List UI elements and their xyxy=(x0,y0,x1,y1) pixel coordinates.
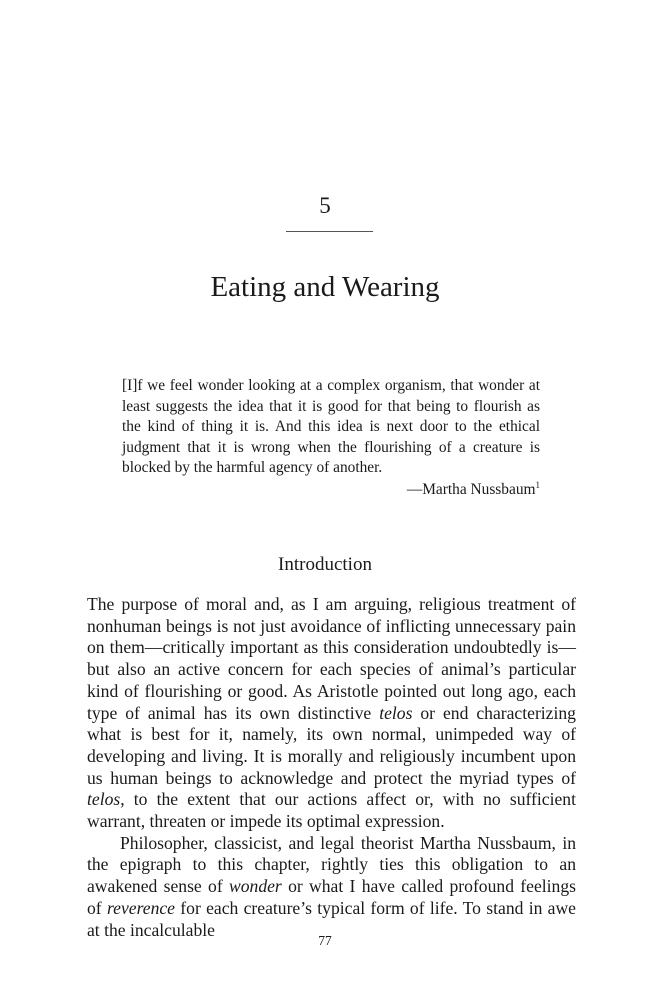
paragraph-1-part-b: or end characterizing what is best for it, namely, its own normal, unimpeded way of developing and living. It is morally and religiously incumbent upon us human beings to acknowledge and protect the myriad types of xyxy=(87,702,576,788)
chapter-rule xyxy=(286,231,373,232)
paragraph-1-part-c: , to the extent that our actions affect or, with no sufficient warrant, threaten or impede its optimal expression. xyxy=(87,789,576,832)
chapter-title: Eating and Wearing xyxy=(210,271,440,303)
paragraph-2-emphasis-wonder: wonder xyxy=(229,876,282,897)
paragraph-2-part-c: for each creature’s typical form of life. To stand in awe at the incalculable xyxy=(87,897,576,940)
page-number: 77 xyxy=(318,933,332,948)
paragraph-2 xyxy=(87,833,576,942)
paragraph-2-part-a: Philosopher, classicist, and legal theorist Martha Nussbaum, in the epigraph to this chapter, rightly ties this obligation to an awakened sense of xyxy=(87,832,576,897)
attribution-name: —Martha Nussbaum xyxy=(406,481,536,498)
epigraph-attribution xyxy=(122,480,540,500)
paragraph-2-part-b: or what I have called profound feelings of xyxy=(87,876,576,918)
footnote-marker[interactable]: 1 xyxy=(535,480,540,490)
paragraph-1-emphasis-telos-2: telos xyxy=(87,789,121,810)
paragraph-1-emphasis-telos: telos xyxy=(379,702,413,723)
paragraph-1 xyxy=(87,594,576,833)
paragraph-1-part-a: The purpose of moral and, as I am arguing, religious treatment of nonhuman beings is not just avoidance of inflicting unnecessary pain on them—critically important as this consideration undoubtedly is—but also an active concern for each species of animal’s particular kind of flourishing or good. As Aristotle pointed out long ago, each type of animal has its own distinctive xyxy=(87,594,576,723)
chapter-number: 5 xyxy=(319,193,331,218)
paragraph-2-emphasis-reverence: reverence xyxy=(106,897,175,918)
epigraph-text: [I]f we feel wonder looking at a complex organism, that wonder at least suggests the idea that it is good for that being to flourish as the kind of thing it is. And this idea is next door to the ethical judgment that it is wrong when the flourishing of a creature is blocked by the harmful agency of another. xyxy=(122,377,540,476)
epigraph xyxy=(122,376,540,479)
body-text xyxy=(87,594,576,941)
section-heading: Introduction xyxy=(278,554,372,575)
